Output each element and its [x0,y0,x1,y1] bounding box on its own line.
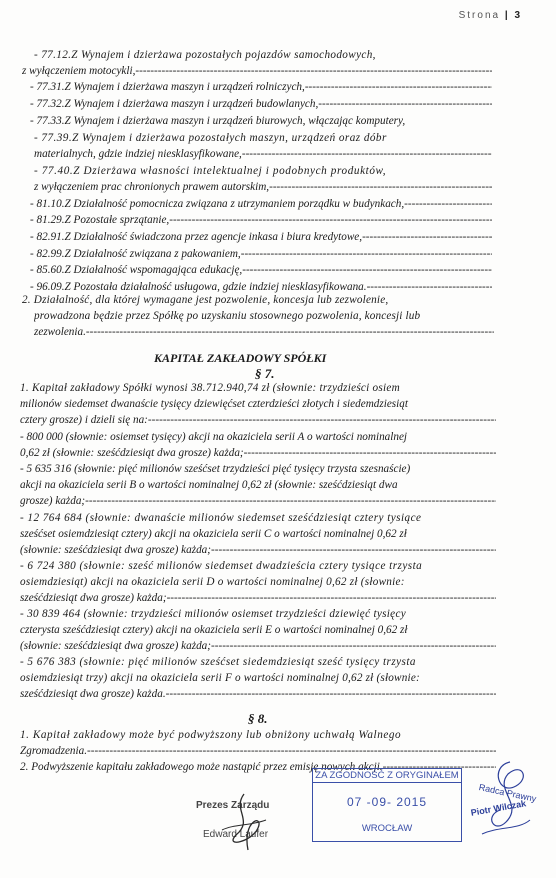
list-item: - 82.91.Z Działalność świadczona przez agencje inkasa i biura kredytowe, ----- [30,231,492,244]
stamp-date: 07 -09- 2015 [346,795,428,809]
list-item: - 77.32.Z Wynajem i dzierżawa maszyn i urządzeń budowlanych, ----- [30,98,492,111]
list-item: - 77.40.Z Dzierżawa własności intelektualnej i podobnych produktów, [34,165,387,177]
section-title: KAPITAŁ ZAKŁADOWY SPÓŁKI [154,351,327,365]
paragraph-line: (słownie: sześćdziesiąt dwa grosze) każda; ----- [20,544,496,557]
stamp-city: WROCŁAW [361,823,413,834]
page-number: 3 [514,10,522,21]
paragraph-line: sześćdziesiąt dwa grosze) każda. ----- [20,688,496,701]
signature-name: Edward Laufer [203,829,269,840]
paragraph-line: grosze) każda; ----- [20,495,496,508]
paragraph-line: sześćset osiemdziesiąt cztery) akcji na okaziciela serii C o wartości nominalnej 0,62 zł [20,528,407,540]
paragraph-line: sześćdziesiąt dwa grosze) każda; ----- [20,592,496,605]
list-item: - 82.99.Z Działalność związana z pakowaniem, ----- [30,248,492,261]
certification-stamp [312,768,462,842]
paragraph-line: - 5 676 383 (słownie: pięć milionów sześćset siedemdziesiąt sześć tysięcy trzysta [20,656,416,668]
list-item: materialnych, gdzie indziej niesklasyfikowane, ----- [34,148,492,161]
list-item: - 77.39.Z Wynajem i dzierżawa pozostałych maszyn, urządzeń oraz dóbr [34,132,387,144]
paragraph-line: 1. Kapitał zakładowy Spółki wynosi 38.712.940,74 zł (słownie: trzydzieści osiem [20,382,400,394]
page-header: Strona | 3 [458,10,522,21]
paragraph-line: akcji na okaziciela serii B o wartości nominalnej 0,62 zł (słownie: sześćdziesiąt dwa [20,479,398,491]
list-item: - 77.31.Z Wynajem i dzierżawa maszyn i urządzeń rolniczych, ----- [30,81,492,94]
list-item: - 77.33.Z Wynajem i dzierżawa maszyn i urządzeń biurowych, włączając komputery, [30,115,406,127]
paragraph-line: Zgromadzenia. ----- [20,745,496,758]
paragraph-line: 2. Działalność, dla której wymagane jest pozwolenie, koncesja lub zezwolenie, [22,294,389,306]
section-7-heading: § 7. [255,366,275,381]
paragraph-line: cztery grosze) i dzieli się na: ----- [20,414,496,427]
paragraph-line: - 12 764 684 (słownie: dwanaście milionów siedemset sześćdziesiąt cztery tysiące [20,512,422,524]
paragraph-line: - 5 635 316 (słownie: pięć milionów sześćset trzydzieści pięć tysięcy trzysta szesnaście) [20,463,411,475]
paragraph-line: milionów siedemset dwanaście tysięcy dziewięćset czterdzieści złotych i siedemdziesiąt [20,398,408,410]
paragraph-line: (słownie: sześćdziesiąt dwa grosze) każda; ----- [20,640,496,653]
counsel-stamp-title: Radca Prawny [477,782,538,804]
list-item: - 81.10.Z Działalność pomocnicza związana z utrzymaniem porządku w budynkach, ----- [30,198,492,211]
stamp-heading: ZA ZGODNOŚĆ Z ORYGINAŁEM [313,769,461,783]
paragraph-line: czterysta sześćdziesiąt cztery) akcji na okaziciela serii E o wartości nominalnej 0,62 zł [20,624,408,636]
paragraph-line: - 30 839 464 (słownie: trzydzieści milionów osiemset trzydzieści dziewięć tysięcy [20,608,406,620]
page-label: Strona [458,10,501,21]
counsel-signature [470,756,540,846]
list-item: z wyłączeniem motocykli, ----- [22,65,492,78]
list-item: z wyłączeniem prac chronionych prawem autorskim, ----- [34,181,492,194]
handwritten-signature [214,790,274,860]
list-item: - 85.60.Z Działalność wspomagająca edukację, ----- [30,264,492,277]
list-item: - 96.09.Z Pozostała działalność usługowa, gdzie indziej niesklasyfikowana. ----- [30,281,492,294]
paragraph-line: zezwolenia. ----- [34,326,494,339]
paragraph-line: 2. Podwyższenie kapitału zakładowego może nastąpić przez emisję nowych akcji. ----- [20,761,496,774]
paragraph-line: 1. Kapitał zakładowy może być podwyższony lub obniżony uchwałą Walnego [20,729,402,741]
paragraph-line: - 800 000 (słownie: osiemset tysięcy) akcji na okaziciela serii A o wartości nominalnej [20,431,408,443]
paragraph-line: - 6 724 380 (słownie: sześć milionów siedemset dwadzieścia cztery tysiące trzysta [20,560,423,572]
paragraph-line: prowadzona będzie przez Spółkę po uzyskaniu stosownego pozwolenia, koncesji lub [34,310,421,322]
paragraph-line: osiemdziesiąt trzy) akcji na okaziciela serii F o wartości nominalnej 0,62 zł (słownie: [20,672,420,684]
signature-title: Prezes Zarządu [196,800,270,811]
list-item: - 81.29.Z Pozostałe sprzątanie, ----- [30,214,492,227]
list-item: - 77.12.Z Wynajem i dzierżawa pozostałych pojazdów samochodowych, [34,49,376,61]
section-8-heading: § 8. [248,711,268,726]
counsel-stamp-name: Piotr Wilczak [470,798,527,818]
paragraph-line: osiemdziesiąt) akcji na okaziciela serii D o wartości nominalnej 0,62 zł (słownie: [20,576,405,588]
paragraph-line: 0,62 zł (słownie: sześćdziesiąt dwa grosze) każda; ----- [20,447,496,460]
